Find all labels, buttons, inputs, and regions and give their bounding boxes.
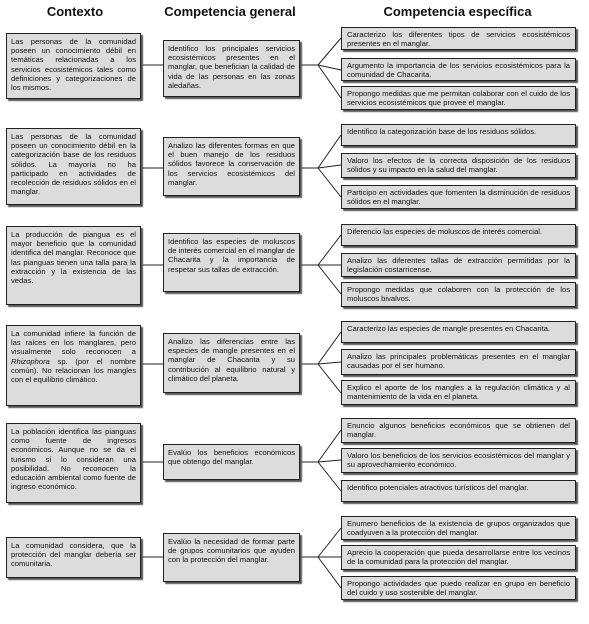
competencia-especifica-box-5-2: Valoro los beneficios de los servicios ecosistémicos del manglar y su aprovechamiento económico. bbox=[341, 448, 576, 473]
contexto-4-text-a: La comunidad infiere la función de las raíces en los manglares, pero visualmente solo reconocen a bbox=[11, 329, 136, 357]
header-contexto: Contexto bbox=[46, 4, 104, 19]
contexto-box-3: La producción de piangua es el mayor beneficio que la comunidad identifica del manglar. Reconoce que las pianguas tienen una talla para la extracción y la existencia de las vedas. bbox=[6, 226, 141, 305]
competencia-especifica-box-6-1: Enumero beneficios de la existencia de grupos organizados que coadyuven a la protección del manglar. bbox=[341, 516, 576, 540]
competencia-especifica-box-6-3: Propongo actividades que puedo realizar en grupo en beneficio del cuido y uso sostenible del manglar. bbox=[341, 576, 576, 600]
contexto-box-5: La población identifica las pianguas como fuente de ingresos económicos. Aunque no se da el turismo sí lo consideran una posibilidad. No reconocen la educación ambiental como fuente de ingreso económico. bbox=[6, 423, 141, 503]
contexto-box-4 bbox=[6, 325, 141, 406]
competencia-especifica-box-4-3: Explico el aporte de los mangles a la regulación climática y al mantenimiento de la vida en el planeta. bbox=[341, 380, 576, 405]
competencia-especifica-box-2-2: Valoro los efectos de la correcta disposición de los residuos sólidos y su impacto en la salud del manglar. bbox=[341, 153, 576, 178]
competencia-general-box-4: Analizo las diferencias entre las especies de mangle presentes en el manglar de Chacarita y su contribución al equilibrio natural y climático del planeta. bbox=[163, 333, 300, 393]
competencia-especifica-box-5-3: Identifico potenciales atractivos turísticos del manglar. bbox=[341, 480, 576, 502]
contexto-box-6: La comunidad considera, que la protección del manglar debería ser comunitaria. bbox=[6, 537, 141, 578]
competencia-especifica-box-2-3: Participo en actividades que fomenten la disminución de residuos sólidos en el manglar. bbox=[341, 185, 576, 209]
competencia-especifica-box-4-2: Analizo las principales problemáticas presentes en el manglar causadas por el ser humano. bbox=[341, 349, 576, 375]
competencia-general-box-5: Evalúo los beneficios económicos que obtengo del manglar. bbox=[163, 444, 300, 480]
competencia-especifica-box-1-1: Caracterizo los diferentes tipos de servicios ecosistémicos presentes en el manglar. bbox=[341, 27, 576, 50]
competencia-especifica-box-1-2: Argumento la importancia de los servicios ecosistémicos para la comunidad de Chacarita. bbox=[341, 58, 576, 81]
competencia-general-box-2: Analizo las diferentes formas en que el buen manejo de los residuos sólidos favorece la conservación de los servicios ecosistémicos del manglar. bbox=[163, 137, 300, 196]
header-competencia-general: Competencia general bbox=[164, 4, 296, 19]
competencia-general-box-6: Evalúo la necesidad de formar parte de grupos comunitarios que ayuden con la protección del manglar. bbox=[163, 533, 300, 582]
contexto-box-2: Las personas de la comunidad poseen un conocimiento débil en la categorización base de los residuos sólidos. La mayoría no ha participado en actividades de recolección de residuos sólidos en el manglar. bbox=[6, 128, 141, 205]
competencia-especifica-box-5-1: Enuncio algunos beneficios económicos que se obtienen del manglar. bbox=[341, 418, 576, 443]
competencia-especifica-box-4-1: Caracterizo las especies de mangle presentes en Chacarita. bbox=[341, 321, 576, 343]
header-competencia-especifica: Competencia específica bbox=[383, 4, 532, 19]
contexto-4-text-b: sp. (por el nombre común). No relacionan los mangles con el equilibrio climático. bbox=[11, 356, 136, 385]
competencia-especifica-box-1-3: Propongo medidas que me permitan colaborar con el cuido de los servicios ecosistémicos que provee el manglar. bbox=[341, 86, 576, 110]
competencia-especifica-box-2-1: Identifico la categorización base de los residuos sólidos. bbox=[341, 124, 576, 146]
competencia-general-box-1: Identifico los principales servicios ecosistémicos presentes en el manglar, que benefician la calidad de vida de las personas en las zonas aledañas. bbox=[163, 40, 300, 97]
contexto-4-italic-species: Rhizophora bbox=[11, 356, 50, 366]
competencia-especifica-box-3-2: Analizo las diferentes tallas de extracción permitidas por la legislación costarricense. bbox=[341, 253, 576, 277]
competencia-especifica-box-3-3: Propongo medidas que colaboren con la protección de los moluscos bivalvos. bbox=[341, 282, 576, 307]
competencia-general-box-3: Identifico las especies de moluscos de interés comercial en el manglar de Chacarita y la importancia de respetar sus tallas de extracción. bbox=[163, 233, 300, 292]
competencia-especifica-box-6-2: Aprecio la cooperación que pueda desarrollarse entre los vecinos de la comunidad para la protección del manglar. bbox=[341, 545, 576, 570]
contexto-box-1: Las personas de la comunidad poseen un conocimiento débil en temáticas relacionadas a los servicios ecosistémicos tales como definiciones y categorizaciones de los mismos. bbox=[6, 33, 141, 99]
competencia-especifica-box-3-1: Diferencio las especies de moluscos de interés comercial. bbox=[341, 224, 576, 246]
